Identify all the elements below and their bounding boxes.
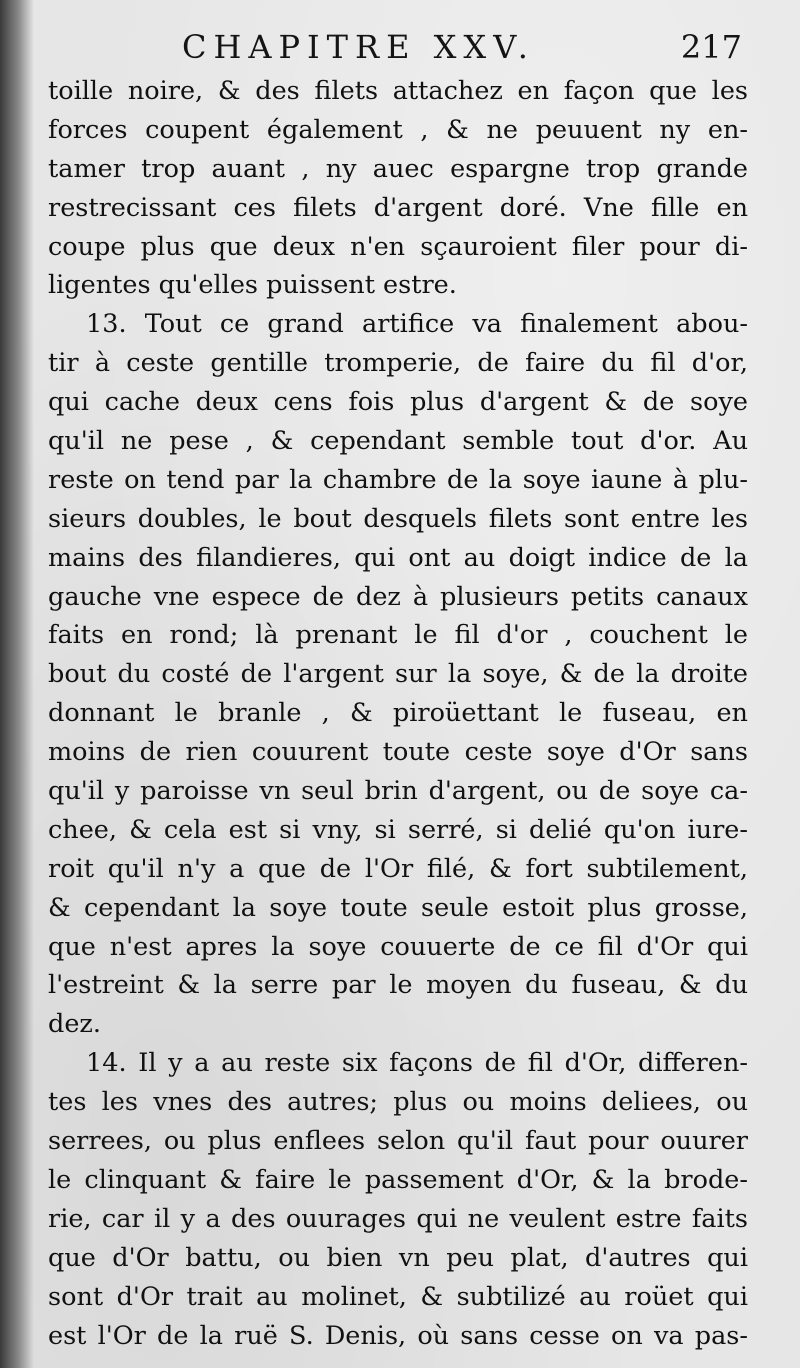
text-line: sieurs doubles, le bout desquels filets sont entre les	[48, 503, 748, 534]
running-head: CHAPITRE XXV.	[182, 28, 535, 66]
page-number: 217	[680, 28, 742, 66]
text-line: mains des filandieres, qui ont au doigt indice de la	[48, 542, 748, 573]
text-line: forces coupent également , & ne peuuent ny en-	[48, 114, 748, 145]
text-line: tamer trop auant , ny auec espargne trop grande	[48, 153, 748, 184]
text-line: chee, & cela est si vny, si serré, si delié qu'on iure-	[48, 814, 748, 845]
text-line: tir à ceste gentille tromperie, de faire du fil d'or,	[48, 348, 748, 379]
text-line: sont d'Or trait au molinet, & subtilizé au roüet qui	[48, 1281, 748, 1312]
text-line: que d'Or battu, ou bien vn peu plat, d'autres qui	[48, 1242, 748, 1273]
paragraph-13-start: 13. Tout ce grand artifice va finalement abou-	[86, 309, 748, 340]
text-line: que n'est apres la soye couuerte de ce fil d'Or qui	[48, 931, 748, 962]
text-line: donnant le branle , & piroüettant le fuseau, en	[48, 698, 748, 729]
text-line: coupe plus que deux n'en sçauroient filer pour di-	[48, 231, 748, 262]
text-line: qu'il ne pese , & cependant semble tout d'or. Au	[48, 426, 748, 457]
text-line: & cependant la soye toute seule estoit plus grosse,	[48, 892, 748, 923]
text-line: dez.	[48, 1009, 101, 1040]
text-line: l'estreint & la serre par le moyen du fuseau, & du	[48, 970, 748, 1001]
body-text	[48, 72, 748, 1355]
text-line: est l'Or de la ruë S. Denis, où sans cesse on va pas-	[48, 1320, 748, 1351]
paragraph-14-start: 14. Il y a au reste six façons de fil d'Or, differen-	[86, 1048, 748, 1079]
text-line: reste on tend par la chambre de la soye iaune à plu-	[48, 464, 748, 495]
page-gutter-shadow	[0, 0, 34, 1368]
text-line: tes les vnes des autres; plus ou moins deliees, ou	[48, 1087, 748, 1118]
text-line: serrees, ou plus enflees selon qu'il faut pour ouurer	[48, 1126, 748, 1157]
text-line: qui cache deux cens fois plus d'argent & de soye	[48, 387, 748, 418]
text-line: toille noire, & des filets attachez en façon que les	[48, 76, 748, 106]
text-line: le clinquant & faire le passement d'Or, & la brode-	[48, 1164, 748, 1195]
text-line: rie, car il y a des ouurages qui ne veulent estre faits	[48, 1203, 748, 1234]
text-line: bout du costé de l'argent sur la soye, & de la droite	[48, 659, 748, 690]
text-line: roit qu'il n'y a que de l'Or filé, & fort subtilement,	[48, 853, 748, 884]
text-line: restrecissant ces filets d'argent doré. Vne fille en	[48, 192, 748, 223]
text-line: gauche vne espece de dez à plusieurs petits canaux	[48, 581, 748, 612]
page-header	[182, 28, 742, 78]
text-line: moins de rien couurent toute ceste soye d'Or sans	[48, 737, 748, 768]
text-line: ligentes qu'elles puissent estre.	[48, 270, 457, 301]
text-line: qu'il y paroisse vn seul brin d'argent, ou de soye ca-	[48, 776, 748, 807]
text-line: faits en rond; là prenant le fil d'or , couchent le	[48, 620, 748, 651]
